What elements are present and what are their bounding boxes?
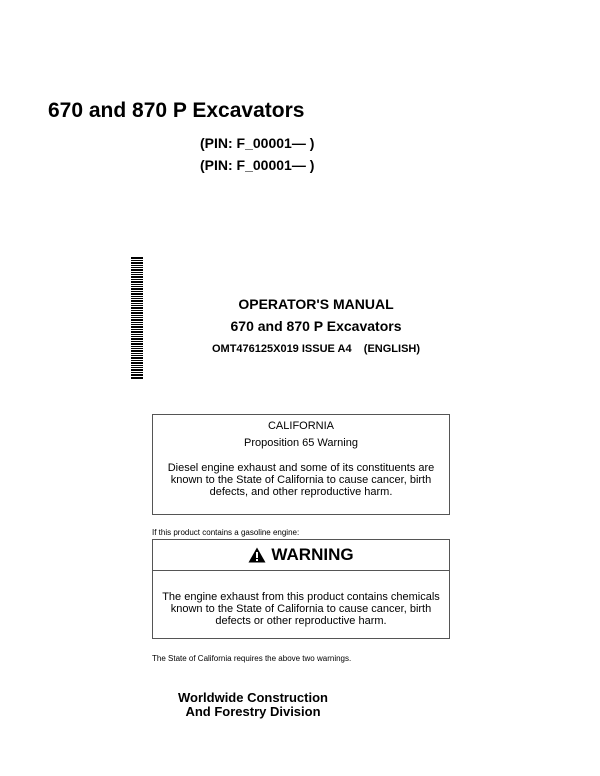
warning-heading: WARNING (271, 545, 354, 564)
california-warning-text: Diesel engine exhaust and some of its constituents are known to the State of California to cause cancer, birth defects, and other reproductive harm. (167, 462, 435, 498)
warning-box (152, 539, 450, 639)
barcode (131, 257, 143, 379)
pin-line: (PIN: F_00001— ) (200, 135, 315, 151)
proposition-heading: Proposition 65 Warning (244, 437, 358, 449)
warning-triangle-icon (248, 547, 266, 563)
division-footer (178, 691, 328, 719)
requirement-note: The State of California requires the above two warnings. (152, 654, 352, 663)
california-warning-box (152, 414, 450, 515)
division-line: And Forestry Division (185, 704, 321, 719)
manual-code-line: OMT476125X019 ISSUE A4 (ENGLISH) (211, 343, 421, 355)
gasoline-note: If this product contains a gasoline engine: (152, 528, 300, 537)
california-heading: CALIFORNIA (267, 420, 334, 432)
manual-heading: OPERATOR'S MANUAL (238, 296, 394, 312)
warning-header (153, 540, 449, 571)
warning-text: The engine exhaust from this product contains chemicals known to the State of California to cause cancer, birth defects or other reproductive harm. (162, 591, 440, 627)
pin-line: (PIN: F_00001— ) (200, 157, 315, 173)
division-line: Worldwide Construction (178, 690, 328, 705)
manual-subtitle: 670 and 870 P Excavators (230, 318, 402, 334)
document-title: 670 and 870 P Excavators (48, 99, 305, 122)
